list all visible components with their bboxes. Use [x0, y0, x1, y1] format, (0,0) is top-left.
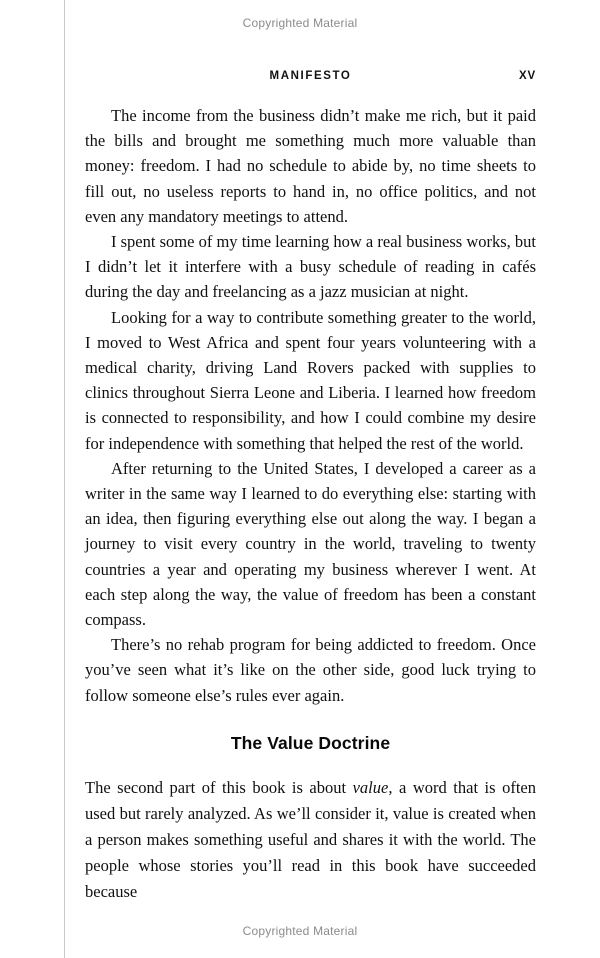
closing-text-before-italic: The second part of this book is about	[85, 778, 353, 798]
paragraph-income-freedom: The income from the business didn’t make me rich, but it paid the bills and brought me something much more valuable than money: freedom. I had no schedule to abide by, no time sheets to fill out, no useless reports to hand in, no office politics, and not even any mandatory meetings to attend.	[85, 106, 536, 226]
paragraph-west-africa: Looking for a way to contribute something greater to the world, I moved to West Africa and spent four years volunteering with a medical charity, driving Land Rovers packed with supplies to clinics throughout Sierra Leone and Liberia. I learned how freedom is connected to responsibility, and how I could combine my desire for independence with something that helped the rest of the world.	[85, 307, 536, 453]
running-head-title: MANIFESTO	[269, 70, 352, 82]
page-number: XV	[519, 70, 536, 82]
paragraph-writer-career: After returning to the United States, I developed a career as a writer in the same way I learned to do everything else: starting with an idea, then figuring everything else out along the way. I began a journey to visit every country in the world, traveling to twenty countries a year and operating my business wherever I went. At each step along the way, the value of freedom has been a constant compass.	[85, 458, 536, 630]
closing-text-italic-value: value,	[352, 778, 393, 798]
body-text	[85, 103, 536, 905]
running-header	[85, 70, 536, 85]
paragraph-rehab-freedom: There’s no rehab program for being addicted to freedom. Once you’ve seen what it’s like on the other side, good luck trying to follow someone else’s rules ever again.	[85, 635, 536, 705]
paragraph-value-doctrine-intro	[85, 775, 536, 905]
closing-text-after-italic: a word that is often used but rarely analyzed. As we’ll consider it, value is created when a person makes something useful and shares it with the world. The people whose stories you’ll read in this book have succeeded because	[85, 778, 536, 902]
copyright-notice-top: Copyrighted Material	[242, 16, 358, 30]
page-edge-line	[64, 0, 65, 958]
section-heading-value-doctrine: The Value Doctrine	[230, 732, 391, 753]
copyright-notice-bottom: Copyrighted Material	[242, 924, 358, 938]
paragraph-learning-business: I spent some of my time learning how a real business works, but I didn’t let it interfere with a busy schedule of reading in cafés during the day and freelancing as a jazz musician at night.	[85, 232, 536, 302]
